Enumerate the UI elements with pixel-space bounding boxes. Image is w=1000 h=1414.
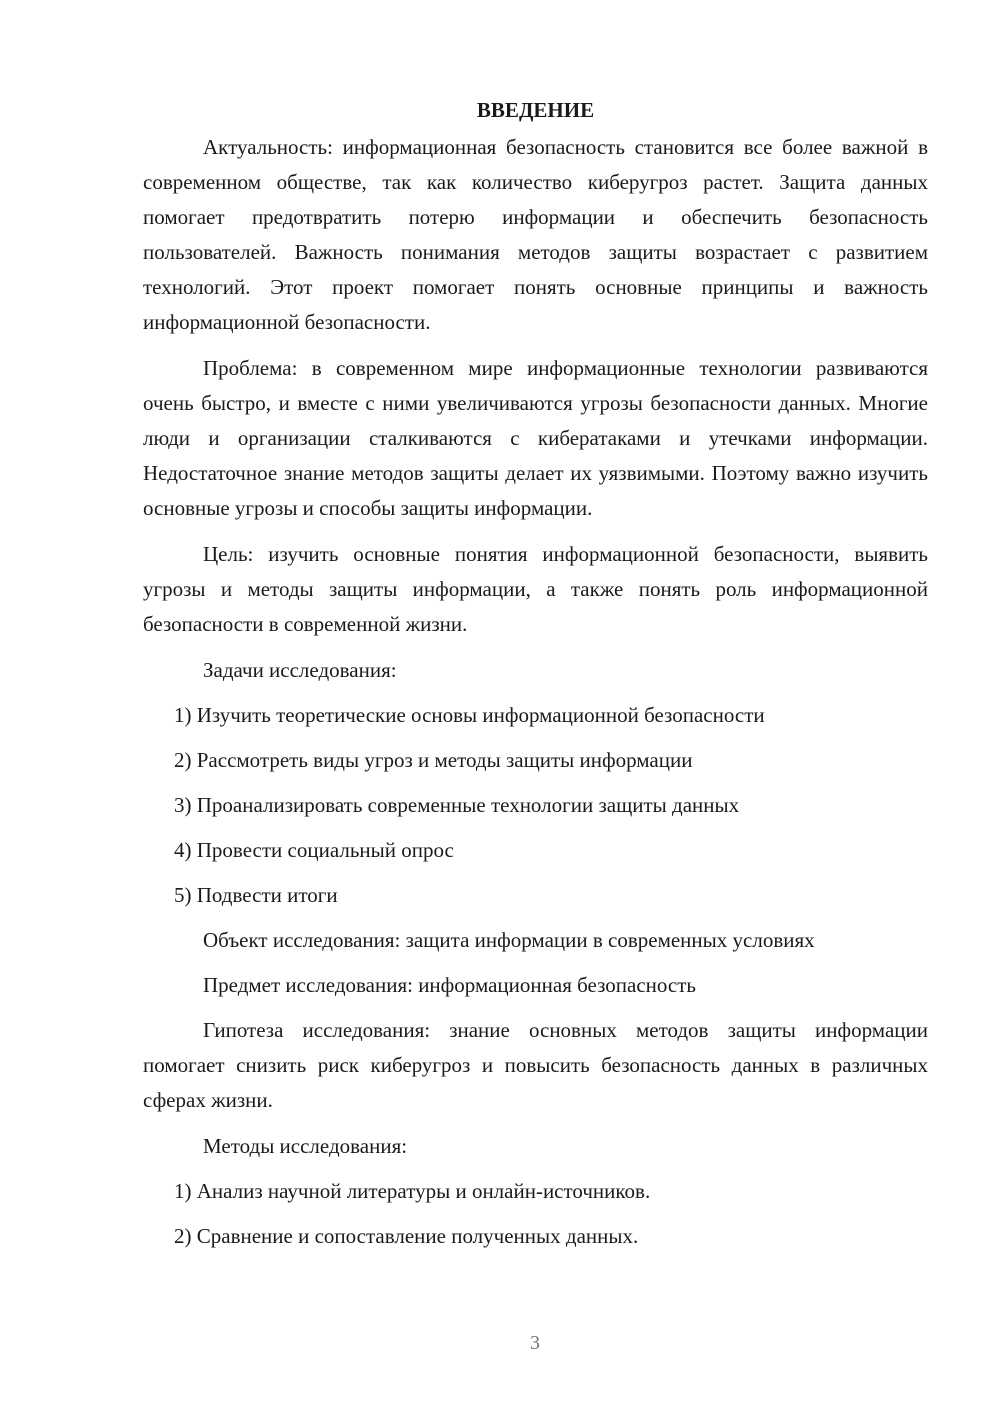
problem-paragraph: Проблема: в современном мире информационные технологии развиваются очень быстро, и вместе с ними увеличиваются угрозы безопасности данных. Многие люди и организации сталкиваются с кибератаками и утечками информации. Недостаточное знание методов защиты делает их уязвимыми. Поэтому важно изучить основные угрозы и способы защиты информации.: [143, 356, 928, 520]
task-item: 3) Проанализировать современные технологии защиты данных: [174, 793, 740, 817]
research-object: Объект исследования: защита информации в современных условиях: [203, 928, 815, 952]
relevance-paragraph: Актуальность: информационная безопасность становится все более важной в современном обществе, так как количество киберугроз растет. Защита данных помогает предотвратить потерю информации и обеспечить безопасность пользователей. Важность понимания методов защиты возрастает с развитием технологий. Этот проект помогает понять основные принципы и важность информационной безопасности.: [143, 135, 928, 334]
task-item: 2) Рассмотреть виды угроз и методы защиты информации: [174, 748, 693, 772]
method-item: 1) Анализ научной литературы и онлайн-источников.: [174, 1179, 651, 1203]
hypothesis-paragraph: Гипотеза исследования: знание основных методов защиты информации помогает снизить риск киберугроз и повысить безопасность данных в различных сферах жизни.: [143, 1018, 928, 1112]
method-item: 2) Сравнение и сопоставление полученных данных.: [174, 1224, 639, 1248]
page-title: ВВЕДЕНИЕ: [476, 98, 595, 122]
page-number: 3: [530, 1332, 540, 1354]
task-item: 1) Изучить теоретические основы информационной безопасности: [174, 703, 765, 727]
methods-heading: Методы исследования:: [203, 1134, 408, 1158]
research-subject: Предмет исследования: информационная безопасность: [203, 973, 696, 997]
task-item: 5) Подвести итоги: [174, 883, 338, 907]
goal-paragraph: Цель: изучить основные понятия информационной безопасности, выявить угрозы и методы защиты информации, а также понять роль информационной безопасности в современной жизни.: [143, 542, 928, 636]
tasks-heading: Задачи исследования:: [203, 658, 397, 682]
task-item: 4) Провести социальный опрос: [174, 838, 454, 862]
